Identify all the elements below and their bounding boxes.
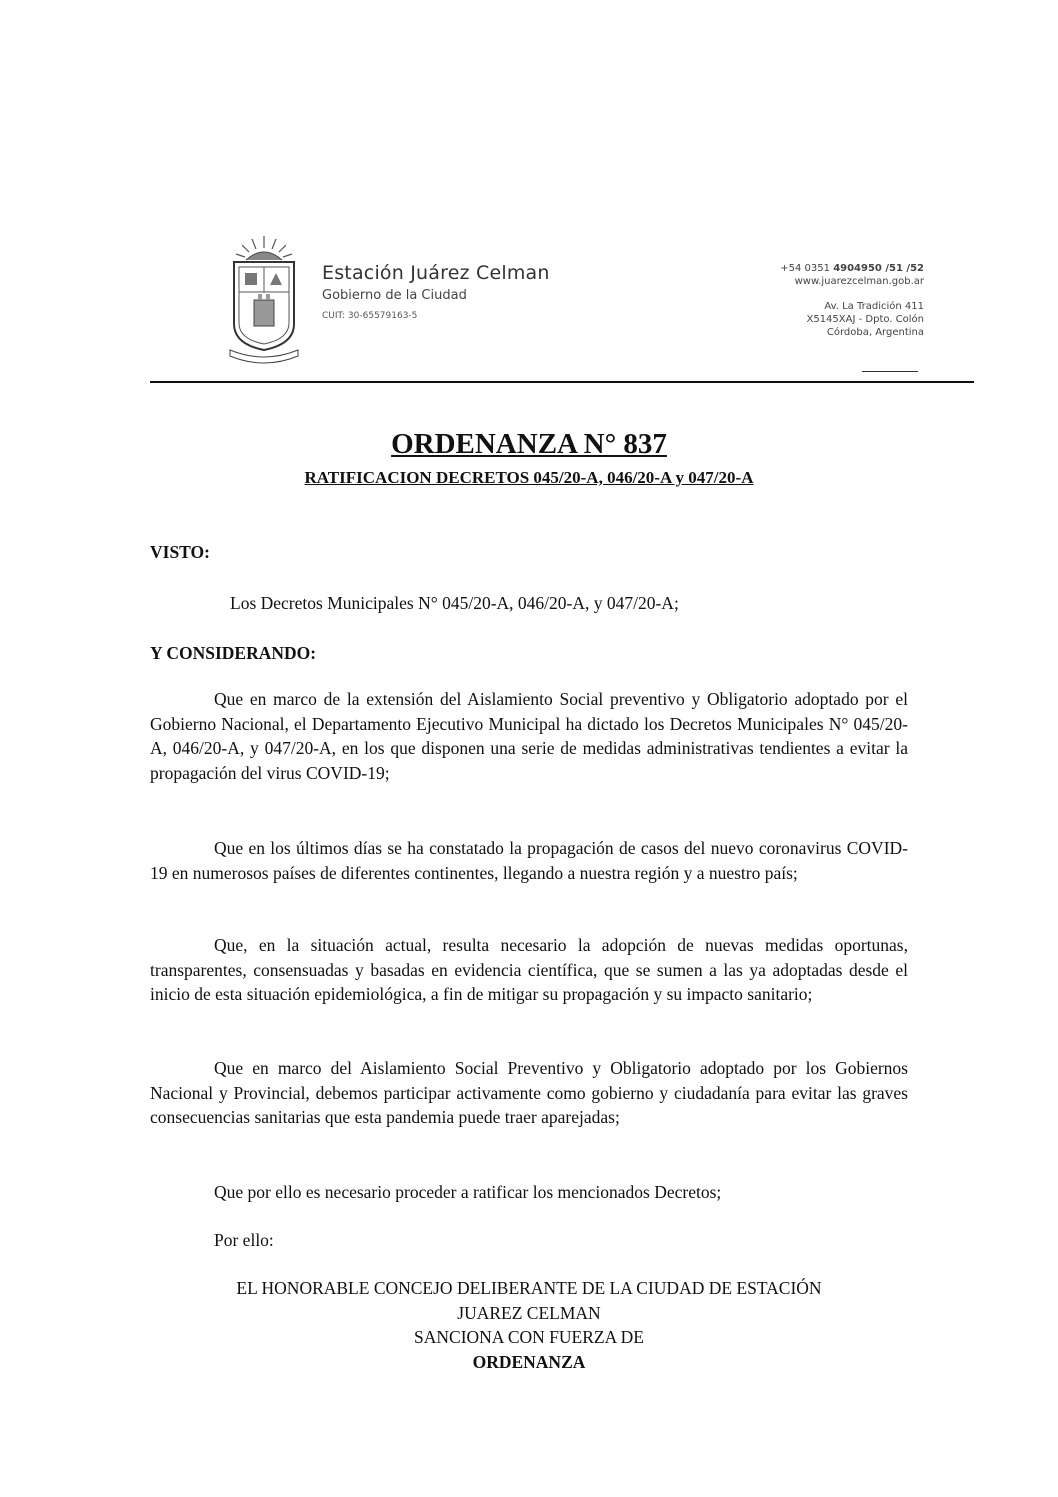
address-city: Córdoba, Argentina — [826, 327, 924, 338]
considerando-paragraph-4 — [150, 1056, 908, 1130]
paragraph-text: Que, en la situación actual, resulta necesario la adopción de nuevas medidas oportunas, transparentes, consensuadas y basadas en evidencia científica, que se sumen a las ya adoptadas desde el inicio de esta situación epidemiológica, a fin de mitigar su propagación y su impacto sanitario; — [150, 935, 908, 1004]
considerando-paragraph-2 — [150, 836, 908, 885]
address-street: Av. La Tradición 411 — [824, 301, 924, 312]
document-subtitle: RATIFICACION DECRETOS 045/20-A, 046/20-A y 047/20-A — [304, 468, 754, 487]
closing-line-2: JUAREZ CELMAN — [457, 1302, 601, 1323]
visto-text: Los Decretos Municipales N° 045/20-A, 046/20-A, y 047/20-A; — [230, 593, 679, 613]
considerando-paragraph-1 — [150, 687, 908, 785]
phone-number: 4904950 /51 /52 — [833, 263, 924, 274]
closing-line-1: EL HONORABLE CONCEJO DELIBERANTE DE LA CIUDAD DE ESTACIÓN — [236, 1278, 822, 1298]
organization-subtitle: Gobierno de la Ciudad — [322, 288, 467, 303]
closing-line-3: SANCIONA CON FUERZA DE — [414, 1327, 644, 1347]
website: www.juarezcelman.gob.ar — [794, 276, 924, 287]
paragraph-text: Que en marco del Aislamiento Social Preventivo y Obligatorio adoptado por los Gobiernos Nacional y Provincial, debemos participar activamente como gobierno y ciudadanía para evitar las graves consecuencias sanitarias que esta pandemia puede traer aparejadas; — [150, 1058, 908, 1127]
visto-heading: VISTO: — [150, 542, 210, 562]
organization-cuit: CUIT: 30-65579163-5 — [322, 311, 418, 321]
short-divider — [862, 371, 918, 372]
document-title: ORDENANZA N° 837 — [391, 428, 667, 460]
paragraph-text: Que en los últimos días se ha constatado la propagación de casos del nuevo coronavirus COVID-19 en numerosos países de diferentes continentes, llegando a nuestra región y a nuestro país; — [150, 838, 908, 883]
considerando-paragraph-3 — [150, 933, 908, 1007]
paragraph-text: Que en marco de la extensión del Aislamiento Social preventivo y Obligatorio adoptado por el Gobierno Nacional, el Departamento Ejecutivo Municipal ha dictado los Decretos Municipales N° 045/20-A, 046/20-A, y 047/20-A, en los que disponen una serie de medidas administrativas tendientes a evitar la propagación del virus COVID-19; — [150, 689, 908, 783]
phone-prefix: +54 0351 — [780, 263, 830, 274]
por-ello — [150, 1228, 908, 1253]
letterhead — [152, 222, 974, 382]
closing-block — [150, 1276, 908, 1374]
phone-line — [780, 262, 924, 275]
organization-name: Estación Juárez Celman — [322, 262, 550, 284]
considerando-heading: Y CONSIDERANDO: — [150, 643, 317, 663]
header-divider — [150, 381, 974, 383]
municipal-crest-icon — [228, 232, 300, 364]
organization-block — [322, 262, 550, 321]
contact-block — [780, 262, 924, 339]
address-postal: X5145XAJ - Dpto. Colón — [806, 314, 924, 325]
considerando-paragraph-5 — [150, 1180, 908, 1205]
paragraph-text: Que por ello es necesario proceder a ratificar los mencionados Decretos; — [214, 1182, 722, 1202]
closing-line-4: ORDENANZA — [472, 1351, 586, 1372]
paragraph-text: Por ello: — [214, 1230, 274, 1250]
